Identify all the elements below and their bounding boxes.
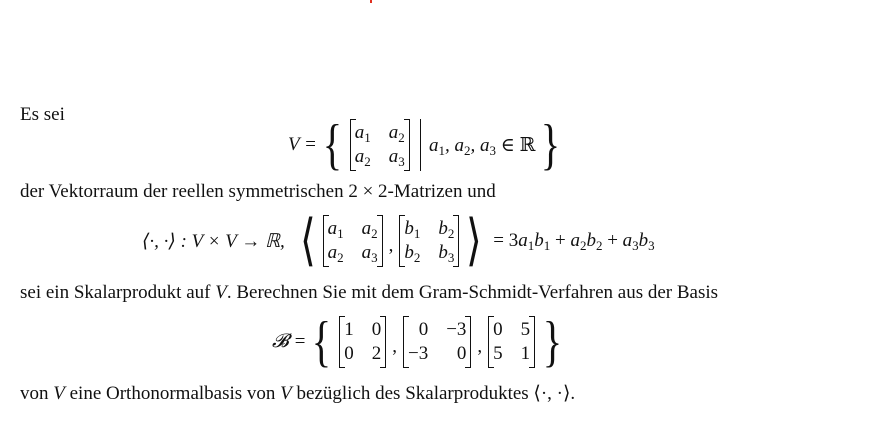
eq2-a21: $a_2$ — [327, 242, 344, 265]
vector-space-text: der Vektorraum der reellen symmetrischen 2 × 2-Matrizen und — [20, 181, 496, 202]
basis-matrix-3 — [488, 319, 535, 365]
equation-scalar-product — [142, 210, 655, 272]
eq2-matrix-b — [399, 218, 459, 264]
b3-m21: 5 — [493, 343, 503, 364]
eq1-condition: $a_1$, $a_2$, $a_3$ ∈ ℝ — [429, 134, 536, 158]
eq3-lhs: 𝓑 = — [272, 331, 307, 352]
red-dot-mark — [370, 0, 372, 3]
eq2-rhs: = $3a_1b_1 + a_2b_2 + a_3b_3$ — [493, 230, 655, 253]
basis-right-brace: } — [542, 311, 563, 373]
p4-var-v1: V — [53, 383, 65, 404]
right-angle: ⟩ — [466, 210, 483, 272]
b1-m11: 1 — [344, 319, 354, 340]
eq2-map: ⟨·, ·⟩ : V × V → ℝ, — [142, 230, 285, 252]
p3-part-c: . Berechnen Sie mit dem Gram-Schmidt-Verfahren aus der Basis — [226, 282, 719, 303]
basis-matrix-1 — [339, 319, 386, 365]
p3-part-a: sei ein Skalarprodukt auf — [20, 282, 216, 303]
p4-var-v2: V — [280, 383, 292, 404]
basis-comma-2: , — [477, 336, 483, 357]
eq1-lhs: V = — [288, 134, 317, 155]
set-divider — [420, 119, 421, 171]
b2-m22: 0 — [456, 343, 467, 364]
basis-left-brace: { — [312, 311, 332, 373]
eq1-m22: $a_3$ — [388, 146, 405, 169]
eq2-b21: $b_2$ — [404, 242, 421, 265]
right-brace: } — [541, 114, 561, 176]
left-angle: ⟨ — [299, 210, 316, 272]
b1-m12: 0 — [371, 319, 382, 340]
eq2-a22: $a_3$ — [361, 242, 378, 265]
b2-m21: −3 — [407, 343, 429, 364]
left-brace: { — [322, 114, 342, 176]
equation-vector-space — [288, 114, 566, 176]
eq1-matrix — [350, 122, 410, 168]
eq2-a11: $a_1$ — [327, 218, 344, 241]
b1-m22: 2 — [371, 343, 382, 364]
b3-m12: 5 — [520, 319, 531, 340]
equation-basis — [272, 311, 568, 373]
eq2-b22: $b_3$ — [438, 242, 455, 265]
p4-part-e: bezüglich des Skalarproduktes ⟨·, ·⟩. — [291, 383, 576, 404]
eq2-matrix-a — [323, 218, 383, 264]
p4-part-c: eine Orthonormalbasis von — [64, 383, 281, 404]
b2-m11: 0 — [418, 319, 429, 340]
eq2-comma: , — [388, 235, 394, 256]
orthonormal-basis-text — [20, 383, 575, 405]
eq1-m11: $a_1$ — [354, 122, 371, 145]
eq1-m12: $a_2$ — [388, 122, 405, 145]
p3-var-v: V — [215, 282, 227, 303]
eq2-a12: $a_2$ — [361, 218, 378, 241]
eq2-b11: $b_1$ — [404, 218, 421, 241]
scalar-product-text — [20, 282, 718, 304]
b1-m21: 0 — [344, 343, 354, 364]
eq2-b12: $b_2$ — [438, 218, 455, 241]
b2-m12: −3 — [446, 319, 467, 340]
basis-matrix-2 — [403, 319, 471, 365]
intro-text: Es sei — [20, 104, 65, 125]
b3-m11: 0 — [493, 319, 503, 340]
eq1-m21: $a_2$ — [354, 146, 371, 169]
basis-comma-1: , — [392, 336, 397, 357]
b3-m22: 1 — [520, 343, 531, 364]
p4-part-a: von — [20, 383, 54, 404]
